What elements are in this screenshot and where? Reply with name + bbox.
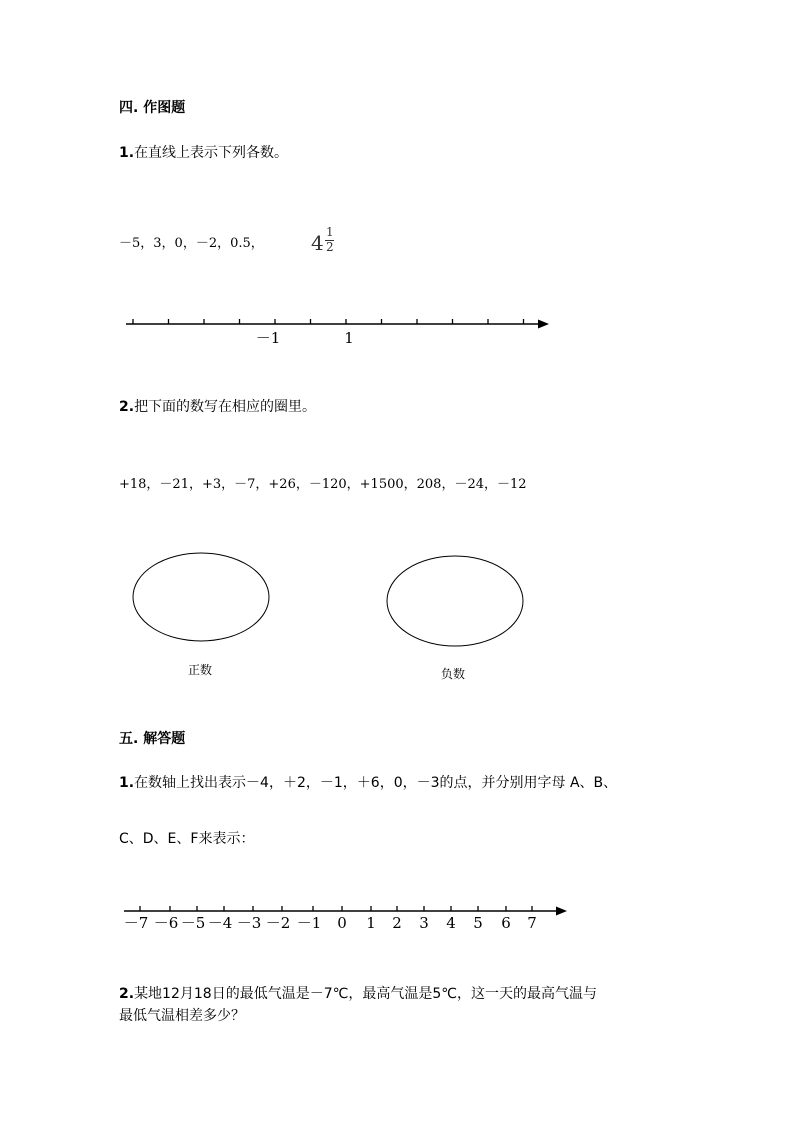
question-number: 1.	[119, 775, 135, 791]
number-list: －5，3，0，－2，0.5，	[119, 236, 264, 251]
axis-label-1: 1	[344, 329, 354, 347]
mixed-numerator: 1	[326, 225, 334, 239]
number-list: +18，－21，+3，－7，+26，－120，+1500，208，－24，－12	[119, 477, 527, 492]
question-text: 在直线上表示下列各数。	[134, 145, 289, 161]
question-text-line-2: 最低气温相差多少？	[119, 1008, 245, 1024]
axis-label: 6	[501, 914, 511, 932]
axis-label: 5	[473, 914, 483, 932]
axis-arrow	[556, 907, 567, 916]
question-text-line-1: 在数轴上找出表示－4，＋2，－1，＋6，0，－3的点，并分别用字母 A、B、	[134, 775, 618, 791]
question-number: 1.	[119, 145, 135, 161]
axis-label: 0	[337, 914, 347, 932]
axis-label: －4	[207, 914, 233, 932]
question-number: 2.	[119, 399, 135, 415]
negative-label: 负数	[441, 667, 466, 681]
question-text-line-2: C、D、E、F来表示：	[119, 831, 255, 847]
axis-label: 3	[419, 914, 429, 932]
section-heading-5: 五. 解答题	[119, 731, 186, 747]
axis-label: －5	[180, 914, 206, 932]
axis-label: 2	[392, 914, 402, 932]
axis-label: －2	[265, 914, 291, 932]
axis-label: －6	[153, 914, 179, 932]
positive-label: 正数	[188, 663, 213, 677]
axis-label: 4	[446, 914, 456, 932]
axis-label: －3	[236, 914, 262, 932]
axis-label: 7	[527, 914, 537, 932]
question-text-line-1: 某地12月18日的最低气温是－7℃，最高气温是5℃，这一天的最高气温与	[134, 986, 597, 1002]
question-text: 把下面的数写在相应的圈里。	[134, 399, 317, 415]
mixed-whole: 4	[311, 231, 324, 255]
axis-label-minus-1: －1	[255, 329, 281, 347]
axis-label: 1	[366, 914, 376, 932]
axis-label: －1	[296, 914, 322, 932]
question-2-prompt	[119, 983, 597, 1003]
section-heading-4: 四. 作图题	[119, 100, 186, 116]
question-number: 2.	[119, 986, 135, 1002]
mixed-denominator: 2	[326, 240, 334, 254]
axis-label: －7	[123, 914, 149, 932]
